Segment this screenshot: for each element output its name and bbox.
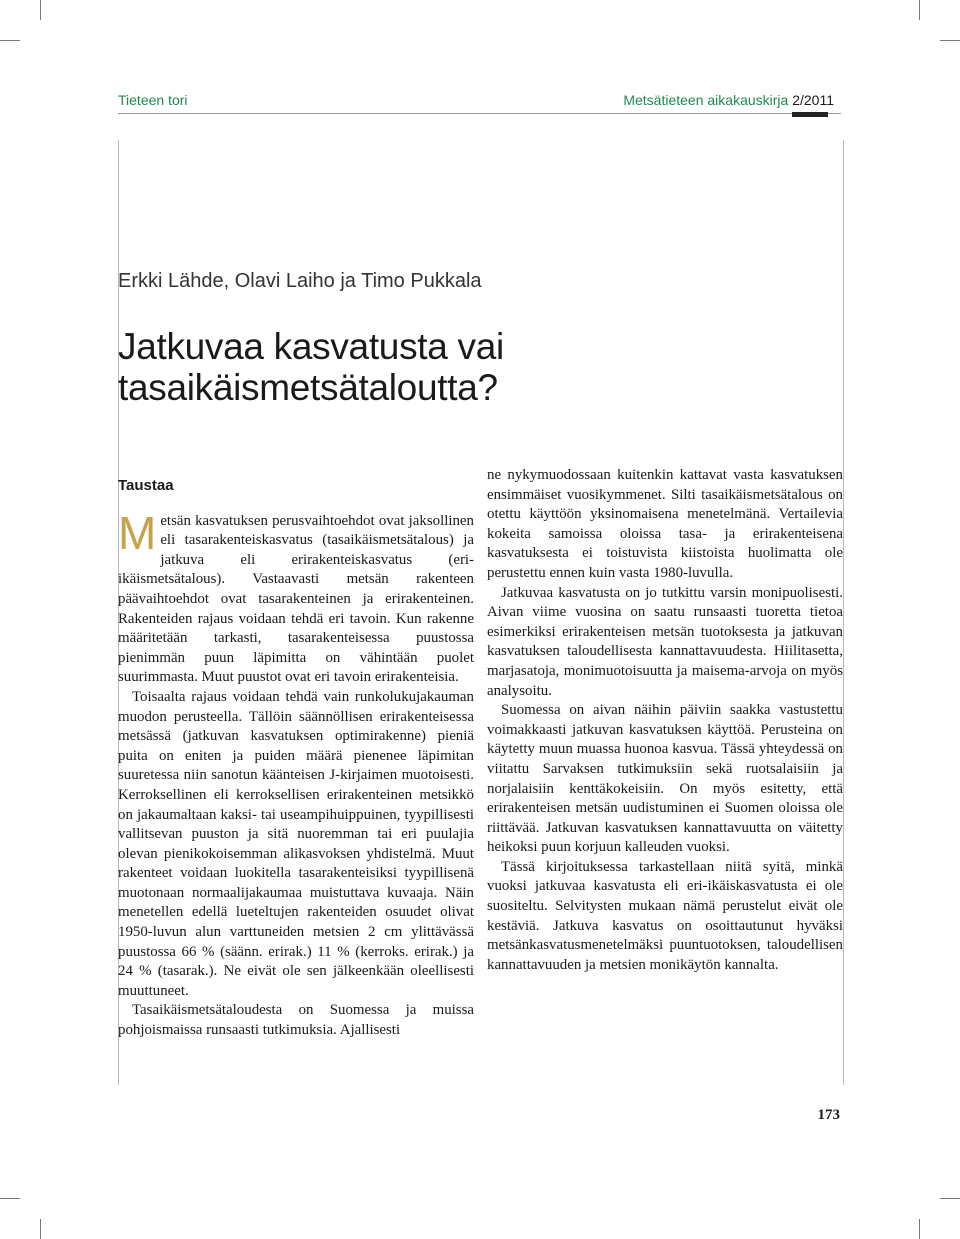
- journal-issue: [623, 92, 834, 108]
- paragraph: Jatkuvaa kasvatusta on jo tutkittu varsin monipuolisesti. Aivan viime vuosina on saatu runsaasti tuoretta tietoa esimerkiksi erirakenteisen metsän tuotoksesta ja jatkuvan kasvatuksen taloudellisesta kannattavuudesta. Hiilitasetta, marjasatoja, monimuotoisuutta ja maisema-arvoja on myös analysoitu.: [487, 584, 843, 699]
- paragraph: ne nykymuodossaan kuitenkin kattavat vasta kasvatuksen ensimmäiset vuosikymmenet. Silti tasaikäismetsätalous on otettu käyttöön yksinomaisena menetelmänä. Vertailevia kokeita samoissa oloissa tasa- ja erirakenteisena kasvatuksesta ei toistuvista kiistoista huolimatta ole perustettu ennen kuin vasta 1980-luvulla.: [487, 467, 843, 581]
- crop-mark-top-right-h: [940, 40, 960, 41]
- section-heading: Taustaa: [118, 477, 174, 494]
- title-line-1: Jatkuvaa kasvatusta vai: [118, 326, 504, 367]
- paragraph: Suomessa on aivan näihin päiviin saakka vastustettu voimakkaasti jatkuvan kasvatuksen käyttöä. Perusteina on käytetty muun muassa huonoa kasvua. Tässä yhteydessä on viitattu Sarvaksen tutkimuksiin sekä ruotsalaisiin ja norjalaisiin kenttäkokeisiin. On myös esitetty, että erirakenteisen metsän uudistuminen ei Suomen oloissa ole riittävää. Jatkuvan kasvatuksen kannattavuutta on väitetty heikoksi puun korjuun kalleuden vuoksi.: [487, 702, 843, 856]
- header-rule: [118, 113, 841, 114]
- article-title: [118, 326, 718, 408]
- crop-mark-top-left: [40, 0, 41, 20]
- crop-mark-bottom-right-h: [940, 1198, 960, 1199]
- running-header: [118, 88, 838, 110]
- left-column: [118, 466, 474, 1041]
- crop-mark-top-right: [919, 0, 920, 20]
- right-margin-line: [843, 140, 844, 1085]
- paragraph: Toisaalta rajaus voidaan tehdä vain runkolukujakauman muodon perusteella. Tällöin säännöllisen erirakenteisessa metsässä (jatkuvan kasvatuksen optimirakenne) pieniä puita on eniten ja puiden määrä pienenee läpimitan suuretessa niin sanotun käänteisen J-kirjaimen muotoisesti. Kerroksellinen eli kerroksellisen erirakenteinen metsikkö on jakaumaltaan kaksi- tai useampihuippuinen, tyypillisesti vallitsevan puuston ja sitä nuoremman tai eri puulajia olevan pienikokoisemman alikasvoksen yhdistelmä. Muut rakenteet voidaan luokitella tasarakenteisiksi tyypillisenä muotonaan normaalijakaumaa muistuttava kuvaaja. Näin menetellen edellä lueteltujen rakenteiden osuudet olivat 1950-luvun alun varttuneiden metsien 2 cm ylittävässä puustossa 66 % (säänn. erirak.) 11 % (kerroks. erirak.) ja 24 % (tasarak.). Ne eivät ole sen jälkeenkään oleellisesti muuttuneet.: [118, 688, 474, 999]
- crop-mark-bottom-left: [40, 1219, 41, 1239]
- paragraph: Tasaikäismetsätaloudesta on Suomessa ja muissa pohjoismaissa runsaasti tutkimuksia. Ajallisesti: [118, 1002, 474, 1039]
- page-number: 173: [817, 1107, 840, 1123]
- paragraph-text: etsän kasvatuksen perusvaihtoehdot ovat jaksollinen eli tasarakenteiskasvatus (tasaikäismetsätalous) ja jatkuva eli erirakenteiskasvatus (eri-ikäismetsätalous). Vastaavasti metsän rakenteen päävaihtoehdot ovat tasarakenteinen ja erirakenteinen. Rakenteiden rajaus voidaan tehdä eri tavoin. Kun rakenne määritetään tarkasti, tasarakenteisessa puustossa pienimmän puun läpimitta on vähintään puolet suurimmasta. Muut puustot ovat eri tavoin erirakenteisia.: [118, 512, 474, 686]
- title-line-2: tasaikäismetsätaloutta?: [118, 367, 498, 408]
- issue-number: 2/2011: [792, 92, 834, 108]
- article-authors: Erkki Lähde, Olavi Laiho ja Timo Pukkala: [118, 270, 482, 292]
- drop-cap: M: [118, 506, 157, 559]
- crop-mark-bottom-right: [919, 1219, 920, 1239]
- right-column: [487, 466, 843, 975]
- section-label: Tieteen tori: [118, 92, 188, 108]
- paragraph: Tässä kirjoituksessa tarkastellaan niitä syitä, minkä vuoksi jatkuvaa kasvatusta eli eri-ikäiskasvatusta ei ole suositeltu. Selvitysten mukaan nämä perustelut eivät ole kestäviä. Jatkuva kasvatus on osoittautunut hyväksi metsänkasvatusmenetelmäksi puuntuotoksen, taloudellisen kannattavuuden ja metsien monikäytön kannalta.: [487, 858, 843, 973]
- crop-mark-top-left-h: [0, 40, 20, 41]
- paragraph: [118, 506, 474, 688]
- crop-mark-bottom-left-h: [0, 1198, 20, 1199]
- header-bar: [792, 112, 828, 117]
- journal-name: Metsätieteen aikakauskirja: [623, 92, 789, 108]
